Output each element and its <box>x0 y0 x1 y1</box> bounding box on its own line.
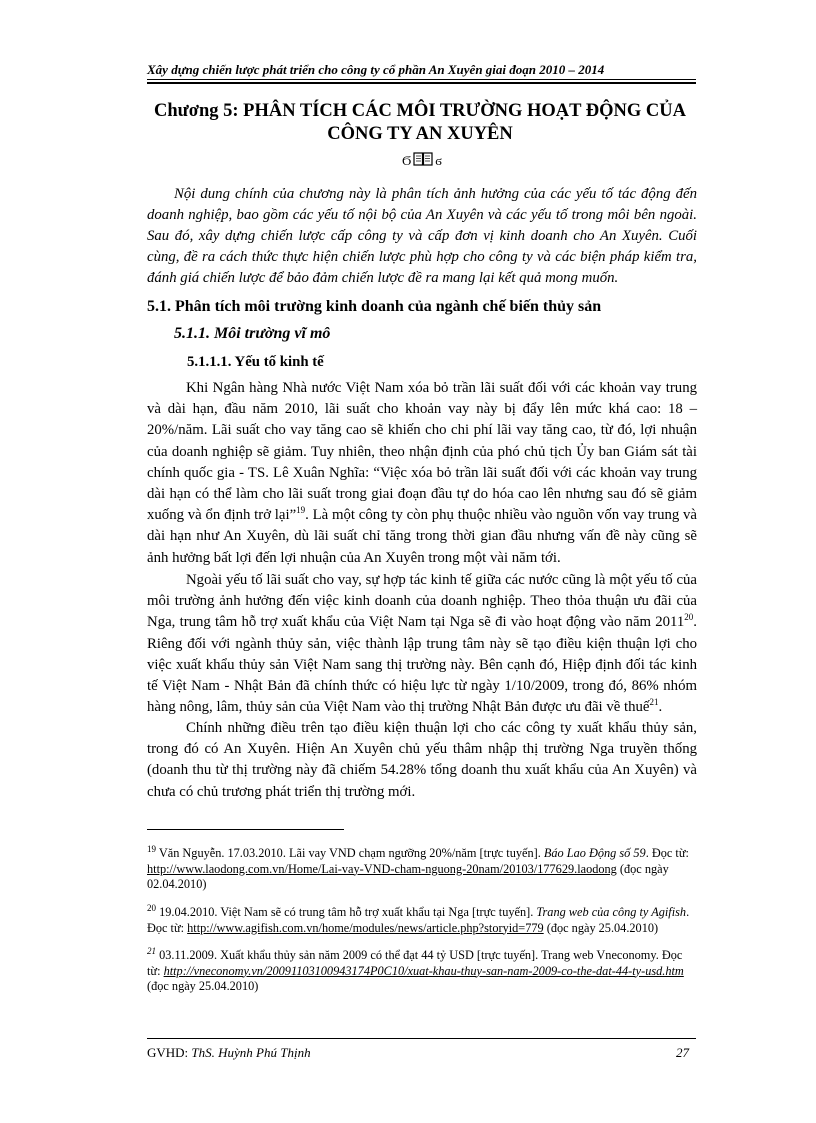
footnote-text: . Đọc từ: <box>645 846 689 860</box>
header-rule-thick <box>147 82 696 84</box>
footnote-number: 21 <box>147 945 156 956</box>
subsection-heading: 5.1.1. Môi trường vĩ mô <box>174 325 331 342</box>
paragraph-text: Ngoài yếu tố lãi suất cho vay, sự hợp tác kinh tế giữa các nước cũng là một yếu tố của môi trường ảnh hưởng đến việc kinh doanh của doanh nghiệp. Theo thỏa thuận ưu đãi của Nga, trung tâm hỗ trợ xuất khẩu của Việt Nam tại Nga sẽ đi vào hoạt động vào năm 2011 <box>147 572 697 631</box>
footnote-19 <box>147 843 697 893</box>
footnote-number: 19 <box>147 843 156 854</box>
paragraph-interest-rates <box>147 378 697 569</box>
footer-advisor-name: ThS. Huỳnh Phú Thịnh <box>191 1045 311 1060</box>
subsubsection-heading: 5.1.1.1. Yếu tố kinh tế <box>187 354 324 370</box>
ornament-right: ϭ <box>435 153 442 168</box>
header-rule <box>147 79 696 80</box>
footnote-text: . Đọc từ: <box>147 905 690 935</box>
footnote-ref[interactable]: 19 <box>296 505 306 516</box>
section-heading: 5.1. Phân tích môi trường kinh doanh của ngành chế biến thủy sản <box>147 298 602 315</box>
chapter-title-line-1: Chương 5: PHÂN TÍCH CÁC MÔI TRƯỜNG HOẠT ĐỘNG CỦA <box>153 101 687 121</box>
footnote-source: Trang web của công ty Agifish <box>536 905 687 919</box>
chapter-abstract: Nội dung chính của chương này là phân tích ảnh hưởng của các yếu tố tác động đến doanh nghiệp, bao gồm các yếu tố nội bộ của An Xuyên và các yếu tố trong môi bên ngoài. Sau đó, xây dựng chiến lược cấp công ty và cấp đơn vị kinh doanh cho An Xuyên. Cuối cùng, đề ra cách thức thực hiện chiến lược phù hợp cho công ty và các biện pháp kiểm tra, đánh giá chiến lược để bảo đảm chiến lược đề ra mang lại kết quả mong muốn. <box>147 186 697 286</box>
footnote-link[interactable]: http://www.laodong.com.vn/Home/Lai-vay-VND-cham-nguong-20nam/20103/177629.laodong <box>147 861 617 876</box>
paragraph-text: . Là một công ty còn phụ thuộc nhiều vào nguồn vốn vay trung và dài hạn như An Xuyên, dù lãi suất chỉ tăng trong thời gian đầu nhưng vấn đề này cũng sẽ ảnh hưởng bất lợi đến lợi nhuận của An Xuyên trong một vài năm tới. <box>147 507 698 566</box>
footer-advisor <box>147 1045 311 1061</box>
footnote-link[interactable]: http://vneconomy.vn/20091103100943174P0C10/xuat-khau-thuy-san-nam-2009-co-the-dat-44-ty-usd.htm <box>163 963 684 978</box>
paragraph-text: . <box>658 699 663 716</box>
footnote-21 <box>147 945 697 995</box>
footnote-text: 03.11.2009. Xuất khẩu thủy sản năm 2009 có thể đạt 44 tỷ USD [trực tuyến]. Trang web Vneconomy. Đọc từ: <box>147 948 683 978</box>
paragraph-text: . Riêng đối với ngành thủy sản, việc thành lập trung tâm này sẽ tạo điều kiện thuận lợi cho việc xuất khẩu thủy sản Việt Nam sang thị trường này. Bên cạnh đó, Hiệp định đối tác kinh tế Việt Nam - Nhật Bản đã chính thức có hiệu lực từ ngày 1/10/2009, trong đó, 86% nhóm hàng nông, lâm, thủy sản của Việt Nam vào thị trường Nhật Bản được ưu đãi về thuế <box>147 614 697 716</box>
paragraph-conclusion: Chính những điều trên tạo điều kiện thuận lợi cho các công ty xuất khẩu thủy sản, trong đó có An Xuyên. Hiện An Xuyên chủ yếu thâm nhập thị trường Nga truyền thống (doanh thu từ thị trường này đã chiếm 54.28% tổng doanh thu xuất khẩu của An Xuyên) và chưa có chủ trương phát triển thị trường mới. <box>147 720 697 800</box>
footnote-ref[interactable]: 21 <box>649 697 659 708</box>
footnote-20 <box>147 902 697 936</box>
footnote-source: Báo Lao Động số 59 <box>543 846 646 860</box>
running-header: Xây dựng chiến lược phát triển cho công ty cổ phần An Xuyên giai đoạn 2010 – 2014 <box>147 62 605 77</box>
footnote-accessed: (đọc ngày 02.04.2010) <box>147 861 669 892</box>
footnote-number: 20 <box>147 902 156 913</box>
ornament-left: Ϭ <box>402 153 412 168</box>
footer-advisor-label: GVHD: <box>147 1045 192 1060</box>
footnote-separator <box>147 829 344 830</box>
footnote-link[interactable]: http://www.agifish.com.vn/home/modules/news/article.php?storyid=779 <box>187 920 544 935</box>
page-number: 27 <box>676 1045 689 1060</box>
footer-rule <box>147 1038 696 1039</box>
footnote-accessed: (đọc ngày 25.04.2010) <box>147 979 259 994</box>
paragraph-text: Khi Ngân hàng Nhà nước Việt Nam xóa bỏ trần lãi suất đối với các khoản vay trung và dài hạn, đầu năm 2010, lãi suất cho khoản vay này bị đẩy lên mức khá cao: 18 – 20%/năm. Lãi suất cho vay tăng cao sẽ khiến cho chi phí lãi vay tăng cao, từ đó, lợi nhuận của doanh nghiệp sẽ giảm. Tuy nhiên, theo nhận định của phó chủ tịch Ủy ban Giám sát tài chính quốc gia - TS. Lê Xuân Nghĩa: “Việc xóa bỏ trần lãi suất đối với các khoản vay trung dài hạn có thể làm cho lãi suất trong giai đoạn đầu tự do hóa cao lên nhưng sau đó sẽ giảm xuống và ổn định trở lại” <box>147 380 697 524</box>
chapter-ornament <box>390 152 454 170</box>
footnote-ref[interactable]: 20 <box>684 612 694 623</box>
chapter-title <box>150 100 690 146</box>
footnote-text: Văn Nguyễn. 17.03.2010. Lãi vay VND chạm ngưỡng 20%/năm [trực tuyến]. <box>156 846 544 860</box>
paragraph-economic-cooperation <box>147 570 697 718</box>
chapter-title-line-2: CÔNG TY AN XUYÊN <box>327 124 513 144</box>
footnote-accessed: (đọc ngày 25.04.2010) <box>543 920 659 935</box>
footnote-text: 19.04.2010. Việt Nam sẽ có trung tâm hỗ trợ xuất khẩu tại Nga [trực tuyến]. <box>156 905 537 919</box>
book-icon <box>413 152 433 170</box>
